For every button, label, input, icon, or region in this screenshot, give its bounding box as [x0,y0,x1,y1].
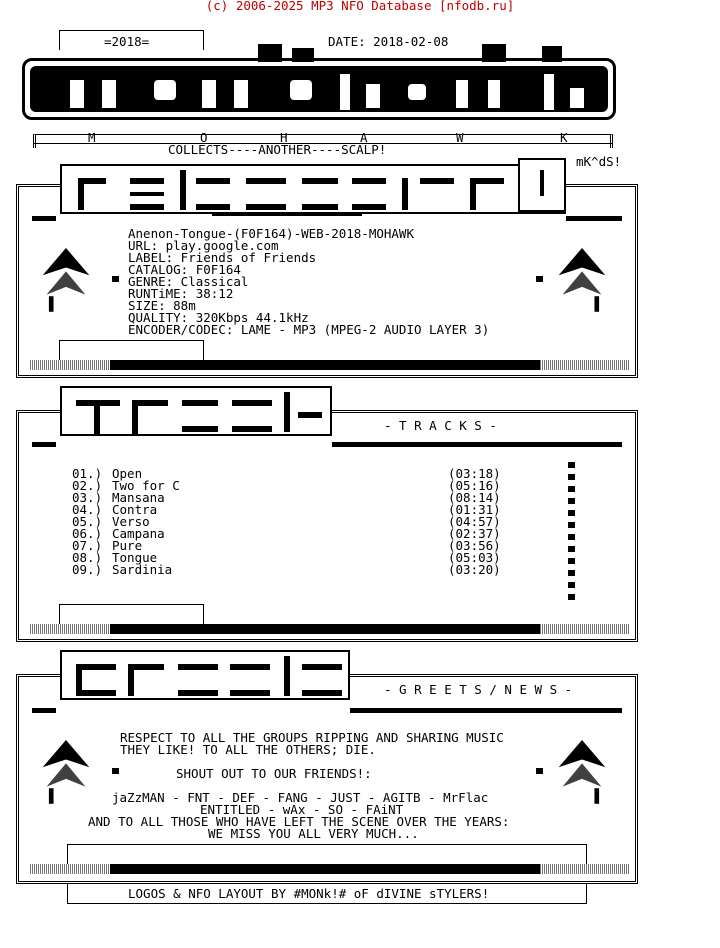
release-catalog: CATALOG: F0F164 [128,262,241,277]
track-title: Sardinia [112,562,173,577]
track-number: 08.) [72,550,103,565]
tracks-rule-right [332,442,622,447]
track-number: 07.) [72,538,103,553]
track-title: Contra [112,502,158,517]
date-label: DATE: 2018-02-08 [328,34,449,49]
release-quality: QUALITY: 320Kbps 44.1kHz [128,310,309,325]
track-title: Mansana [112,490,165,505]
greets-line-7: WE MISS YOU ALL VERY MUCH... [208,826,419,841]
greets-rule-left [32,708,56,713]
greets-line-3: SHOUT OUT TO OUR FRIENDS!: [176,766,372,781]
track-time: (01:31) [448,502,501,517]
greets-ornament-right-icon [552,740,612,810]
group-letter-k: K [560,130,568,145]
track-number: 06.) [72,526,103,541]
track-title: Two for C [112,478,180,493]
release-genre: GENRE: Classical [128,274,249,289]
group-letter-o: O [200,130,208,145]
track-time: (03:56) [448,538,501,553]
track-time: (08:14) [448,490,501,505]
greets-rule-right [350,708,622,713]
footer-credit: LOGOS & NFO LAYOUT BY #MONk!# oF dIVINE sTYLERS! [128,886,490,901]
year-tag: =2018= [104,34,150,49]
ornament-dot-left [112,276,119,282]
track-number: 01.) [72,466,103,481]
release-bottom-bar [110,360,540,370]
tracks-logo [60,386,332,436]
release-bottom-dither-left [30,360,110,370]
release-runtime: RUNTiME: 38:12 [128,286,234,301]
site-banner-link[interactable]: (c) 2006-2025 MP3 NFO Database [nfodb.ru] [205,0,515,13]
track-number: 02.) [72,478,103,493]
greets-bottom-dither-right [540,864,630,874]
release-label: LABEL: Friends of Friends [128,250,317,265]
release-rule-left [32,216,56,221]
group-letter-w: W [456,130,464,145]
greets-line-4: jaZzMAN - FNT - DEF - FANG - JUST - AGITB - MrFlac [112,790,489,805]
release-url: URL: play.google.com [128,238,279,253]
track-time: (03:20) [448,562,501,577]
ornament-left-icon [36,248,96,318]
greets-bottom-dither-left [30,864,110,874]
track-time: (05:16) [448,478,501,493]
release-bottom-dither-right [540,360,630,370]
release-name: Anenon-Tongue-(F0F164)-WEB-2018-MOHAWK [128,226,414,241]
greets-bottom-tab [67,844,587,864]
track-time: (02:37) [448,526,501,541]
track-title: Open [112,466,143,481]
release-rule-right [566,216,622,221]
track-title: Campana [112,526,165,541]
greets-logo [60,650,350,700]
track-number: 04.) [72,502,103,517]
greets-line-6: AND TO ALL THOSE WHO HAVE LEFT THE SCENE OVER THE YEARS: [88,814,510,829]
track-title: Verso [112,514,150,529]
ornament-dot-right [536,276,543,282]
release-info-logo [60,164,566,214]
tracks-bottom-dither-right [540,624,630,634]
tracks-bottom-dither-left [30,624,110,634]
group-letter-m: M [88,130,96,145]
track-number: 09.) [72,562,103,577]
track-number: 03.) [72,490,103,505]
track-title: Pure [112,538,143,553]
greets-ornament-dot-left [112,768,119,774]
tracks-title: - T R A C K S - [384,418,497,433]
release-rule-mid [212,212,362,216]
release-bottom-tab [59,340,204,360]
ornament-right-icon [552,248,612,318]
track-time: (05:03) [448,550,501,565]
release-encoder: ENCODER/CODEC: LAME - MP3 (MPEG-2 AUDIO LAYER 3) [128,322,490,337]
release-size: SIZE: 88m [128,298,196,313]
signature: mK^dS! [576,154,622,169]
greets-ornament-left-icon [36,740,96,810]
track-time: (04:57) [448,514,501,529]
tracks-bottom-bar [110,624,540,634]
greets-bottom-bar [110,864,540,874]
tracks-rule-left [32,442,56,447]
greets-title: - G R E E T S / N E W S - [384,682,573,697]
group-letter-a: A [360,130,368,145]
track-time: (03:18) [448,466,501,481]
mohawk-logo [22,44,616,126]
tagline: COLLECTS----ANOTHER----SCALP! [168,142,387,157]
track-title: Tongue [112,550,158,565]
greets-line-2: THEY LIKE! TO ALL THE OTHERS; DIE. [120,742,376,757]
greets-line-1: RESPECT TO ALL THE GROUPS RIPPING AND SHARING MUSIC [120,730,504,745]
group-letter-h: H [280,130,288,145]
greets-ornament-dot-right [536,768,543,774]
track-number: 05.) [72,514,103,529]
tracks-bottom-tab [59,604,204,624]
greets-line-5: ENTITLED - wAx - SO - FAiNT [200,802,404,817]
